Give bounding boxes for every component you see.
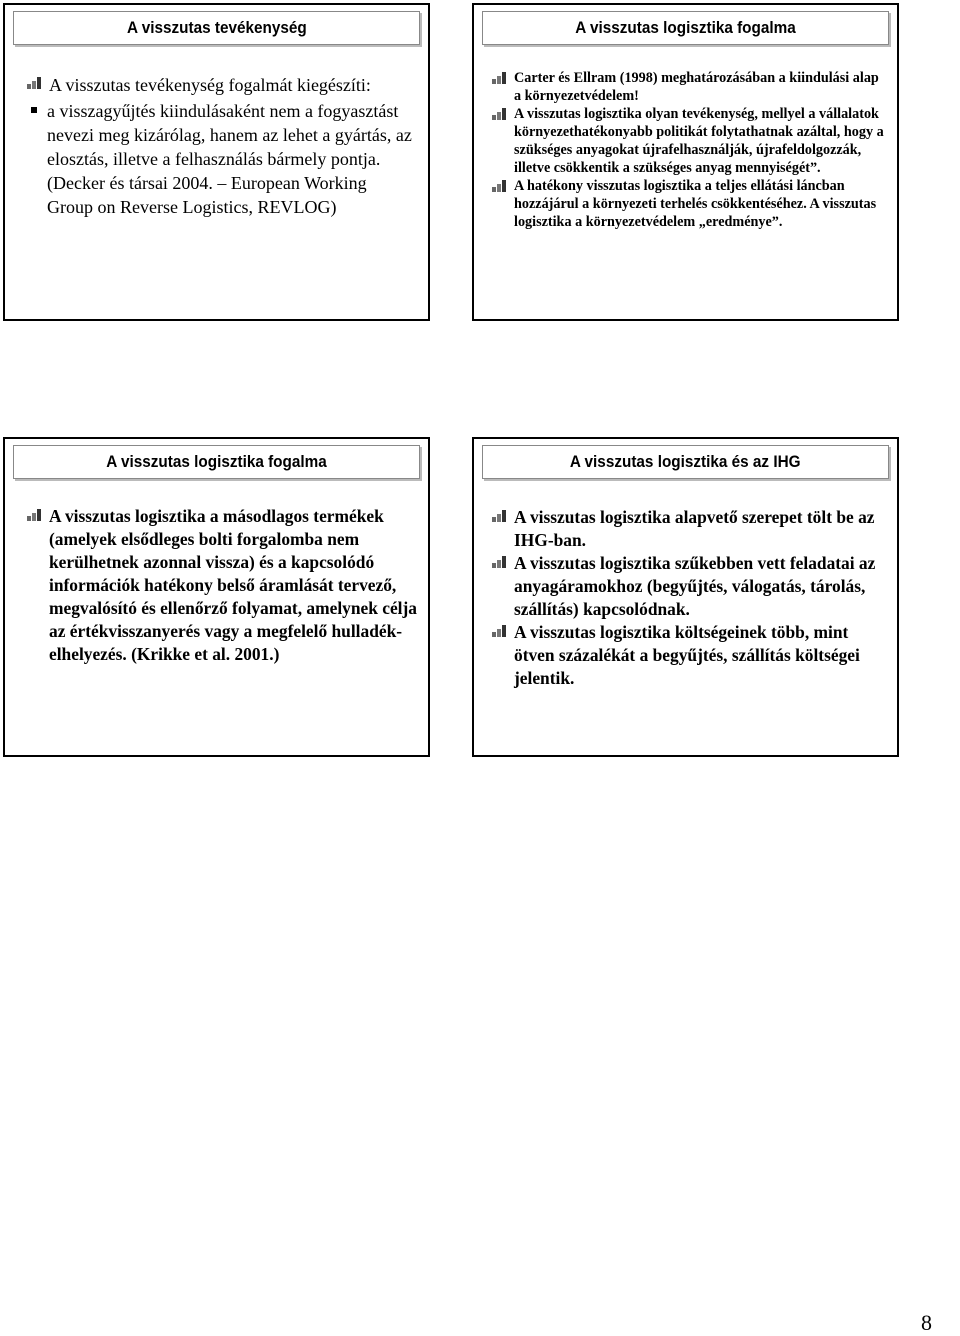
bullet-text: A hatékony visszutas logisztika a teljes ellátási láncban hozzájárul a környezeti terhelés csökkentéséhez. A visszutas logisztika a környezetvédelem „eredménye”. [514, 178, 877, 230]
slide-title-box [482, 445, 889, 479]
bullet-text: A visszutas logisztika alapvető szerepet tölt be az IHG-ban. [514, 507, 875, 550]
slide-title-box [482, 11, 889, 45]
bullet-text: A visszutas logisztika költségeinek több, mint ötven százalékát a begyűjtés, szállítás költségei jelentik. [514, 622, 860, 688]
slide-title-box [13, 11, 420, 45]
bullet-text: A visszutas logisztika szűkebben vett feladatai az anyagáramokhoz (begyűjtés, válogatás, tárolás, szállítás) kapcsolódnak. [514, 553, 876, 619]
bullet-text: A visszutas logisztika a másodlagos termékek (amelyek elsődleges bolti forgalomba nem kerülhetnek azonnal vissza) és a kapcsolódó információk hatékony belső áramlását tervező, megvalósító és ellenőrző folyamat, amelynek célja az értékvisszanyerés vagy a megfelelő hulladék-elhelyezés. (Krikke et al. 2001.) [49, 506, 418, 664]
bar-bullet-icon [27, 509, 45, 521]
bullet-text: Carter és Ellram (1998) meghatározásában a kiindulási alap a környezetvédelem! [514, 70, 879, 104]
bar-bullet-icon [492, 510, 510, 522]
bullet-item [492, 621, 888, 690]
bar-bullet-icon [492, 625, 510, 637]
slide-body [492, 69, 886, 231]
slide-body [492, 506, 888, 690]
bar-bullet-icon [492, 108, 510, 120]
bullet-item [492, 105, 886, 177]
slide-1 [3, 3, 430, 321]
slide-2 [472, 3, 899, 321]
bullet-item [492, 506, 888, 552]
slide-title: A visszutas logisztika fogalma [575, 18, 796, 37]
bar-bullet-icon [492, 556, 510, 568]
bullet-item [492, 552, 888, 621]
sub-bullet-text: a visszagyűjtés kiindulásaként nem a fogyasztást nevezi meg kizárólag, hanem az lehet a gyártás, az elosztás, illetve a felhasználás bármely pontja. [47, 101, 412, 169]
bullet-text: A visszutas logisztika olyan tevékenység, mellyel a vállalatok környezethatékonyabb politikát folytathatnak azáltal, hogy a szükséges anyagokat újrafelhasználják, újrafeldolgozzák, illetve csökkentik a szükséges anyag mennyiségét”. [514, 106, 884, 176]
slide-4 [472, 437, 899, 757]
bullet-item [492, 177, 886, 231]
sub-bullet-item [27, 171, 417, 219]
slide-title: A visszutas tevékenység [126, 18, 307, 37]
bullet-item [27, 505, 419, 666]
bar-bullet-icon [492, 72, 510, 84]
bar-bullet-icon [492, 180, 510, 192]
slide-title-box [13, 445, 420, 479]
bullet-item [492, 69, 886, 105]
slide-title: A visszutas logisztika és az IHG [570, 452, 801, 471]
slide-body [27, 73, 417, 219]
slide-3 [3, 437, 430, 757]
page-number: 8 [921, 1310, 932, 1335]
sub-bullet-text: (Decker és társai 2004. – European Working Group on Reverse Logistics, REVLOG) [47, 173, 367, 217]
square-bullet-icon [31, 107, 37, 113]
slide-title: A visszutas logisztika fogalma [106, 452, 327, 471]
bullet-text: A visszutas tevékenység fogalmát kiegészíti: [49, 75, 371, 95]
slide-body [27, 505, 419, 666]
bullet-item [27, 73, 417, 97]
bar-bullet-icon [27, 77, 45, 89]
sub-bullet-item [27, 99, 417, 171]
